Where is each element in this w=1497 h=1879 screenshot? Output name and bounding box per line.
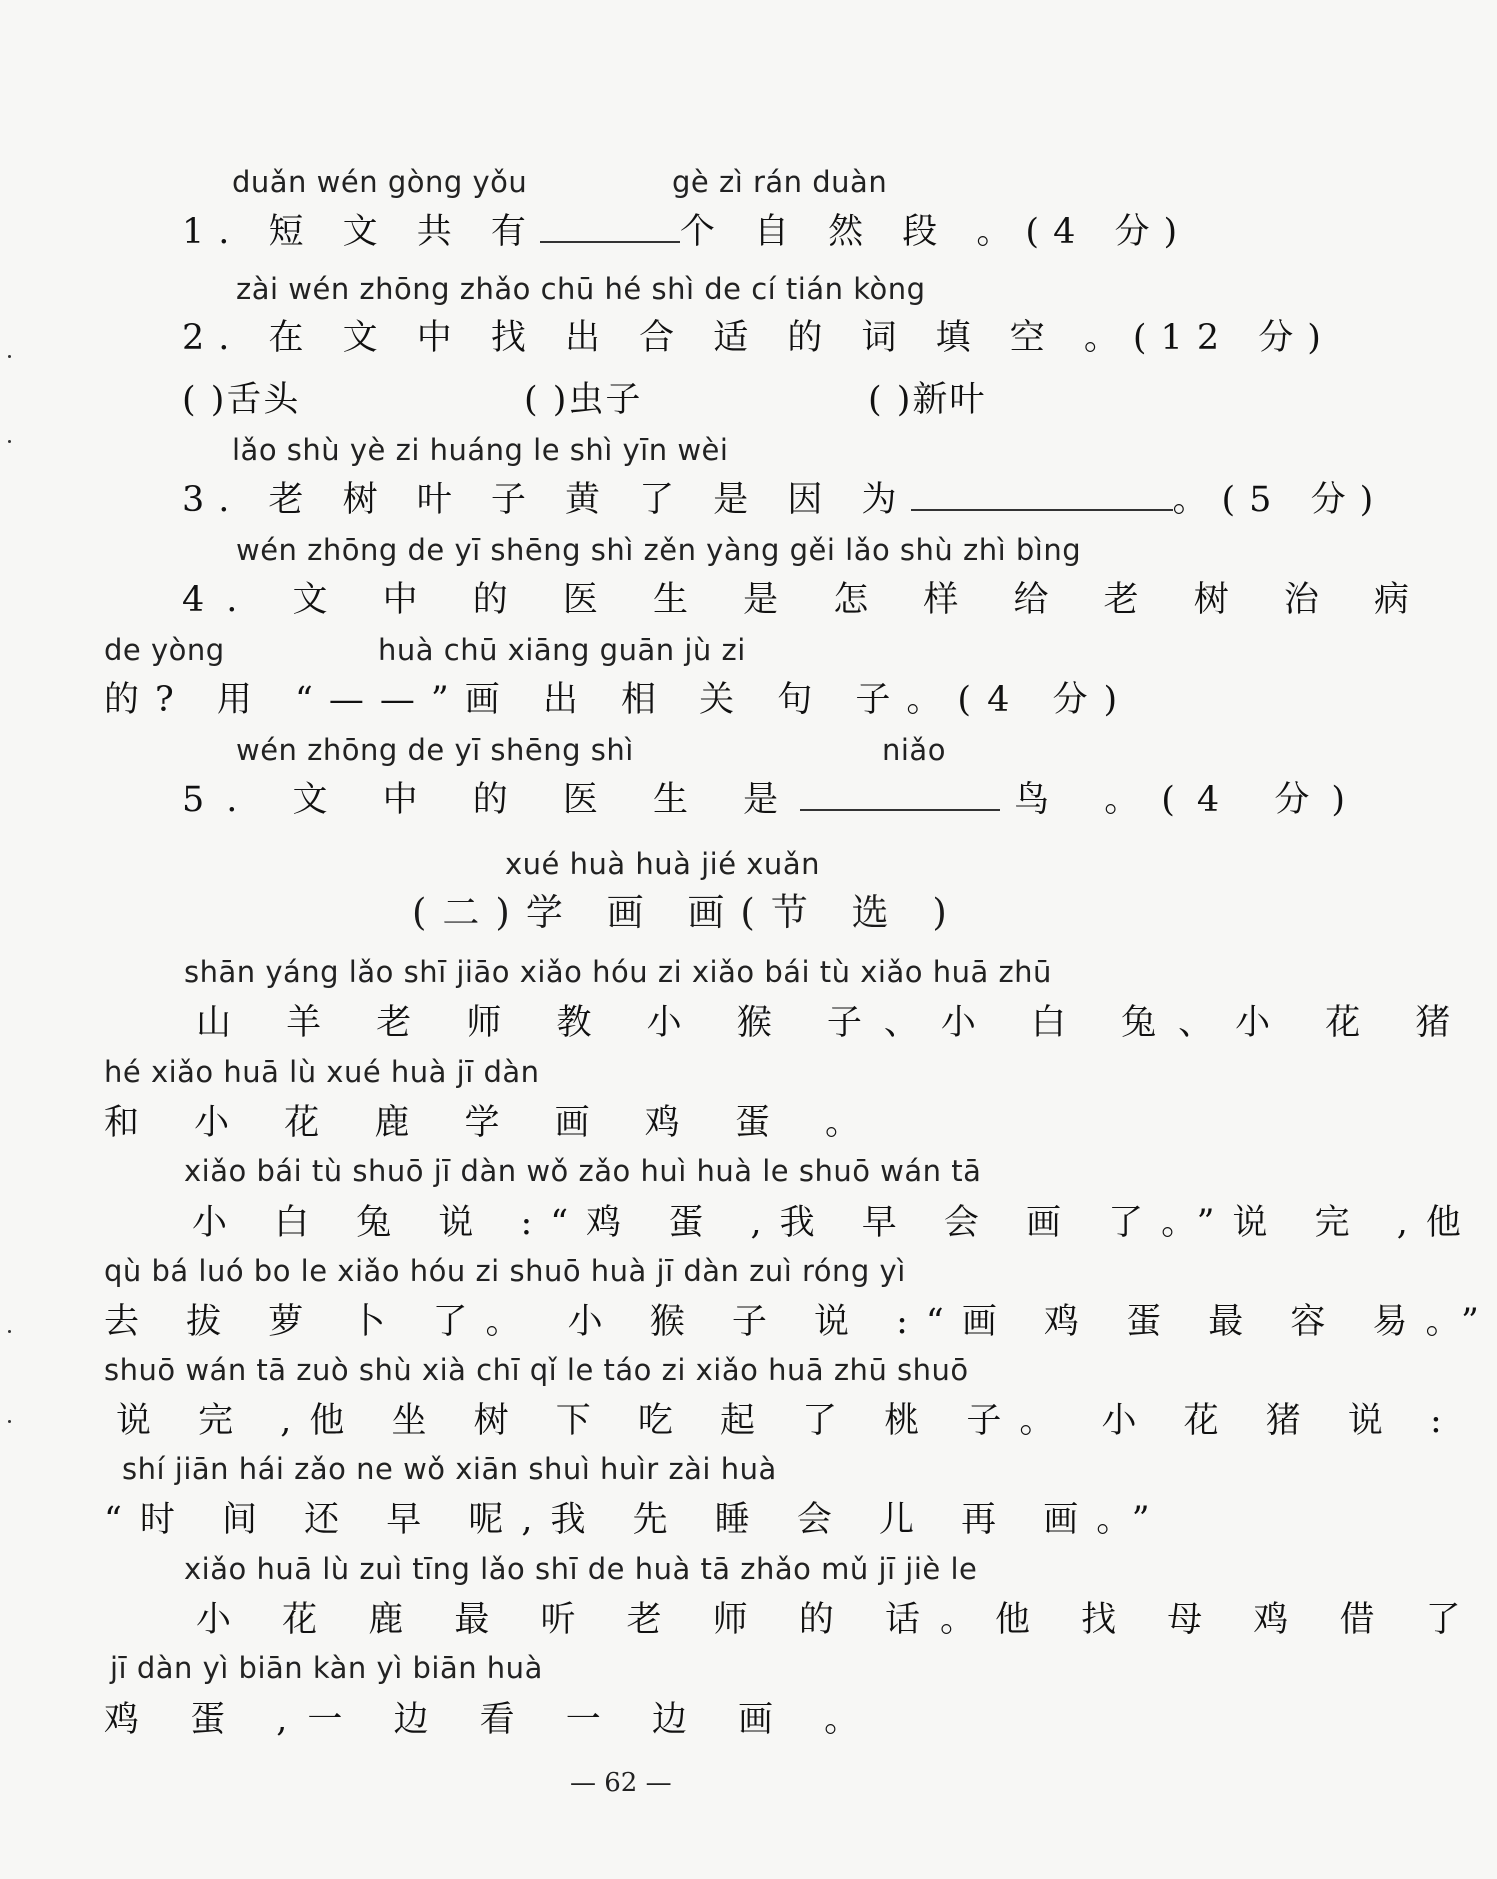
- q5-text-a: 5. 文 中 的 医 生 是: [182, 780, 801, 820]
- q5-answer-blank[interactable]: [800, 803, 1000, 811]
- q3-answer-blank[interactable]: [911, 503, 1173, 511]
- scan-speck: [8, 1330, 11, 1333]
- q1-text-a: 1. 短 文 共 有: [182, 212, 540, 252]
- q3-pinyin: lǎo shù yè zi huáng le shì yīn wèi: [232, 433, 729, 467]
- passage-line-8: 鸡 蛋 ,一 边 看 一 边 画 。: [104, 1700, 880, 1740]
- passage-pinyin-2: hé xiǎo huā lù xué huà jī dàn: [104, 1055, 540, 1089]
- q1-pinyin: duǎn wén gòng yǒu: [232, 165, 528, 199]
- passage-line-4: 去 拔 萝 卜 了。 小 猴 子 说 :“画 鸡 蛋 最 容 易。”: [104, 1302, 1497, 1342]
- passage-line-3: 小 白 兔 说 :“鸡 蛋 ,我 早 会 画 了。”说 完 ,他: [192, 1203, 1479, 1243]
- q5-text-b: 鸟 。(4 分): [1014, 780, 1367, 820]
- q2-blank-3[interactable]: ( )新叶: [868, 380, 987, 420]
- q5-text: [182, 772, 1367, 822]
- q1-pinyin-2: gè zì rán duàn: [672, 165, 888, 199]
- q4-text: 4. 文 中 的 医 生 是 怎 样 给 老 树 治 病: [182, 580, 1432, 620]
- passage-line-7: 小 花 鹿 最 听 老 师 的 话。他 找 母 鸡 借 了: [196, 1600, 1481, 1640]
- passage-pinyin-3: xiǎo bái tù shuō jī dàn wǒ zǎo huì huà le shuō wán tā: [184, 1154, 982, 1188]
- passage-line-6: “时 间 还 早 呢,我 先 睡 会 儿 再 画。”: [104, 1500, 1168, 1540]
- q2-text: 2. 在 文 中 找 出 合 适 的 词 填 空 。(12 分): [182, 318, 1335, 358]
- q4-pinyin: wén zhōng de yī shēng shì zěn yàng gěi lǎo shù zhì bìng: [236, 533, 1082, 567]
- passage-pinyin-7: xiǎo huā lù zuì tīng lǎo shī de huà tā zhǎo mǔ jī jiè le: [184, 1552, 978, 1586]
- page-number: — 62 —: [570, 1768, 672, 1798]
- q2-blank-1[interactable]: ( )舌头: [182, 380, 301, 420]
- passage-pinyin-5: shuō wán tā zuò shù xià chī qǐ le táo zi xiǎo huā zhū shuō: [104, 1353, 969, 1387]
- passage-line-1: 山 羊 老 师 教 小 猴 子、小 白 兔、小 花 猪: [196, 1003, 1473, 1043]
- scan-speck: [8, 355, 11, 358]
- q3-text: [182, 472, 1387, 522]
- passage-pinyin-8: jī dàn yì biān kàn yì biān huà: [110, 1651, 543, 1685]
- q1-text-b: 个 自 然 段 。(4 分): [679, 212, 1192, 252]
- q4-pinyin-2a: de yòng: [104, 633, 225, 667]
- q1-text: [182, 204, 1191, 254]
- passage-line-5: 说 完 ,他 坐 树 下 吃 起 了 桃 子。 小 花 猪 说 :: [116, 1401, 1460, 1441]
- passage-pinyin-1: shān yáng lǎo shī jiāo xiǎo hóu zi xiǎo bái tù xiǎo huā zhū: [184, 955, 1052, 989]
- passage-pinyin-6: shí jiān hái zǎo ne wǒ xiān shuì huìr zài huà: [122, 1452, 777, 1486]
- q5-pinyin-2: niǎo: [882, 733, 946, 767]
- q3-text-b: 。(5 分): [1172, 480, 1388, 520]
- scan-speck: [8, 1420, 11, 1423]
- passage-pinyin-4: qù bá luó bo le xiǎo hóu zi shuō huà jī dàn zuì róng yì: [104, 1254, 906, 1288]
- q5-pinyin: wén zhōng de yī shēng shì: [236, 733, 634, 767]
- q1-answer-blank[interactable]: [540, 235, 680, 243]
- section-title: (二)学 画 画(节 选 ): [412, 891, 963, 934]
- q3-text-a: 3. 老 树 叶 子 黄 了 是 因 为: [182, 480, 911, 520]
- q4-pinyin-2b: huà chū xiāng guān jù zi: [378, 633, 746, 667]
- section-pinyin: xué huà huà jié xuǎn: [505, 847, 820, 881]
- q4-text-2: 的? 用 “——”画 出 相 关 句 子。(4 分): [104, 680, 1134, 720]
- scan-speck: [8, 440, 11, 443]
- passage-line-2: 和 小 花 鹿 学 画 鸡 蛋 。: [104, 1103, 883, 1143]
- q2-pinyin: zài wén zhōng zhǎo chū hé shì de cí tián kòng: [236, 272, 926, 306]
- q2-blank-2[interactable]: ( )虫子: [524, 380, 643, 420]
